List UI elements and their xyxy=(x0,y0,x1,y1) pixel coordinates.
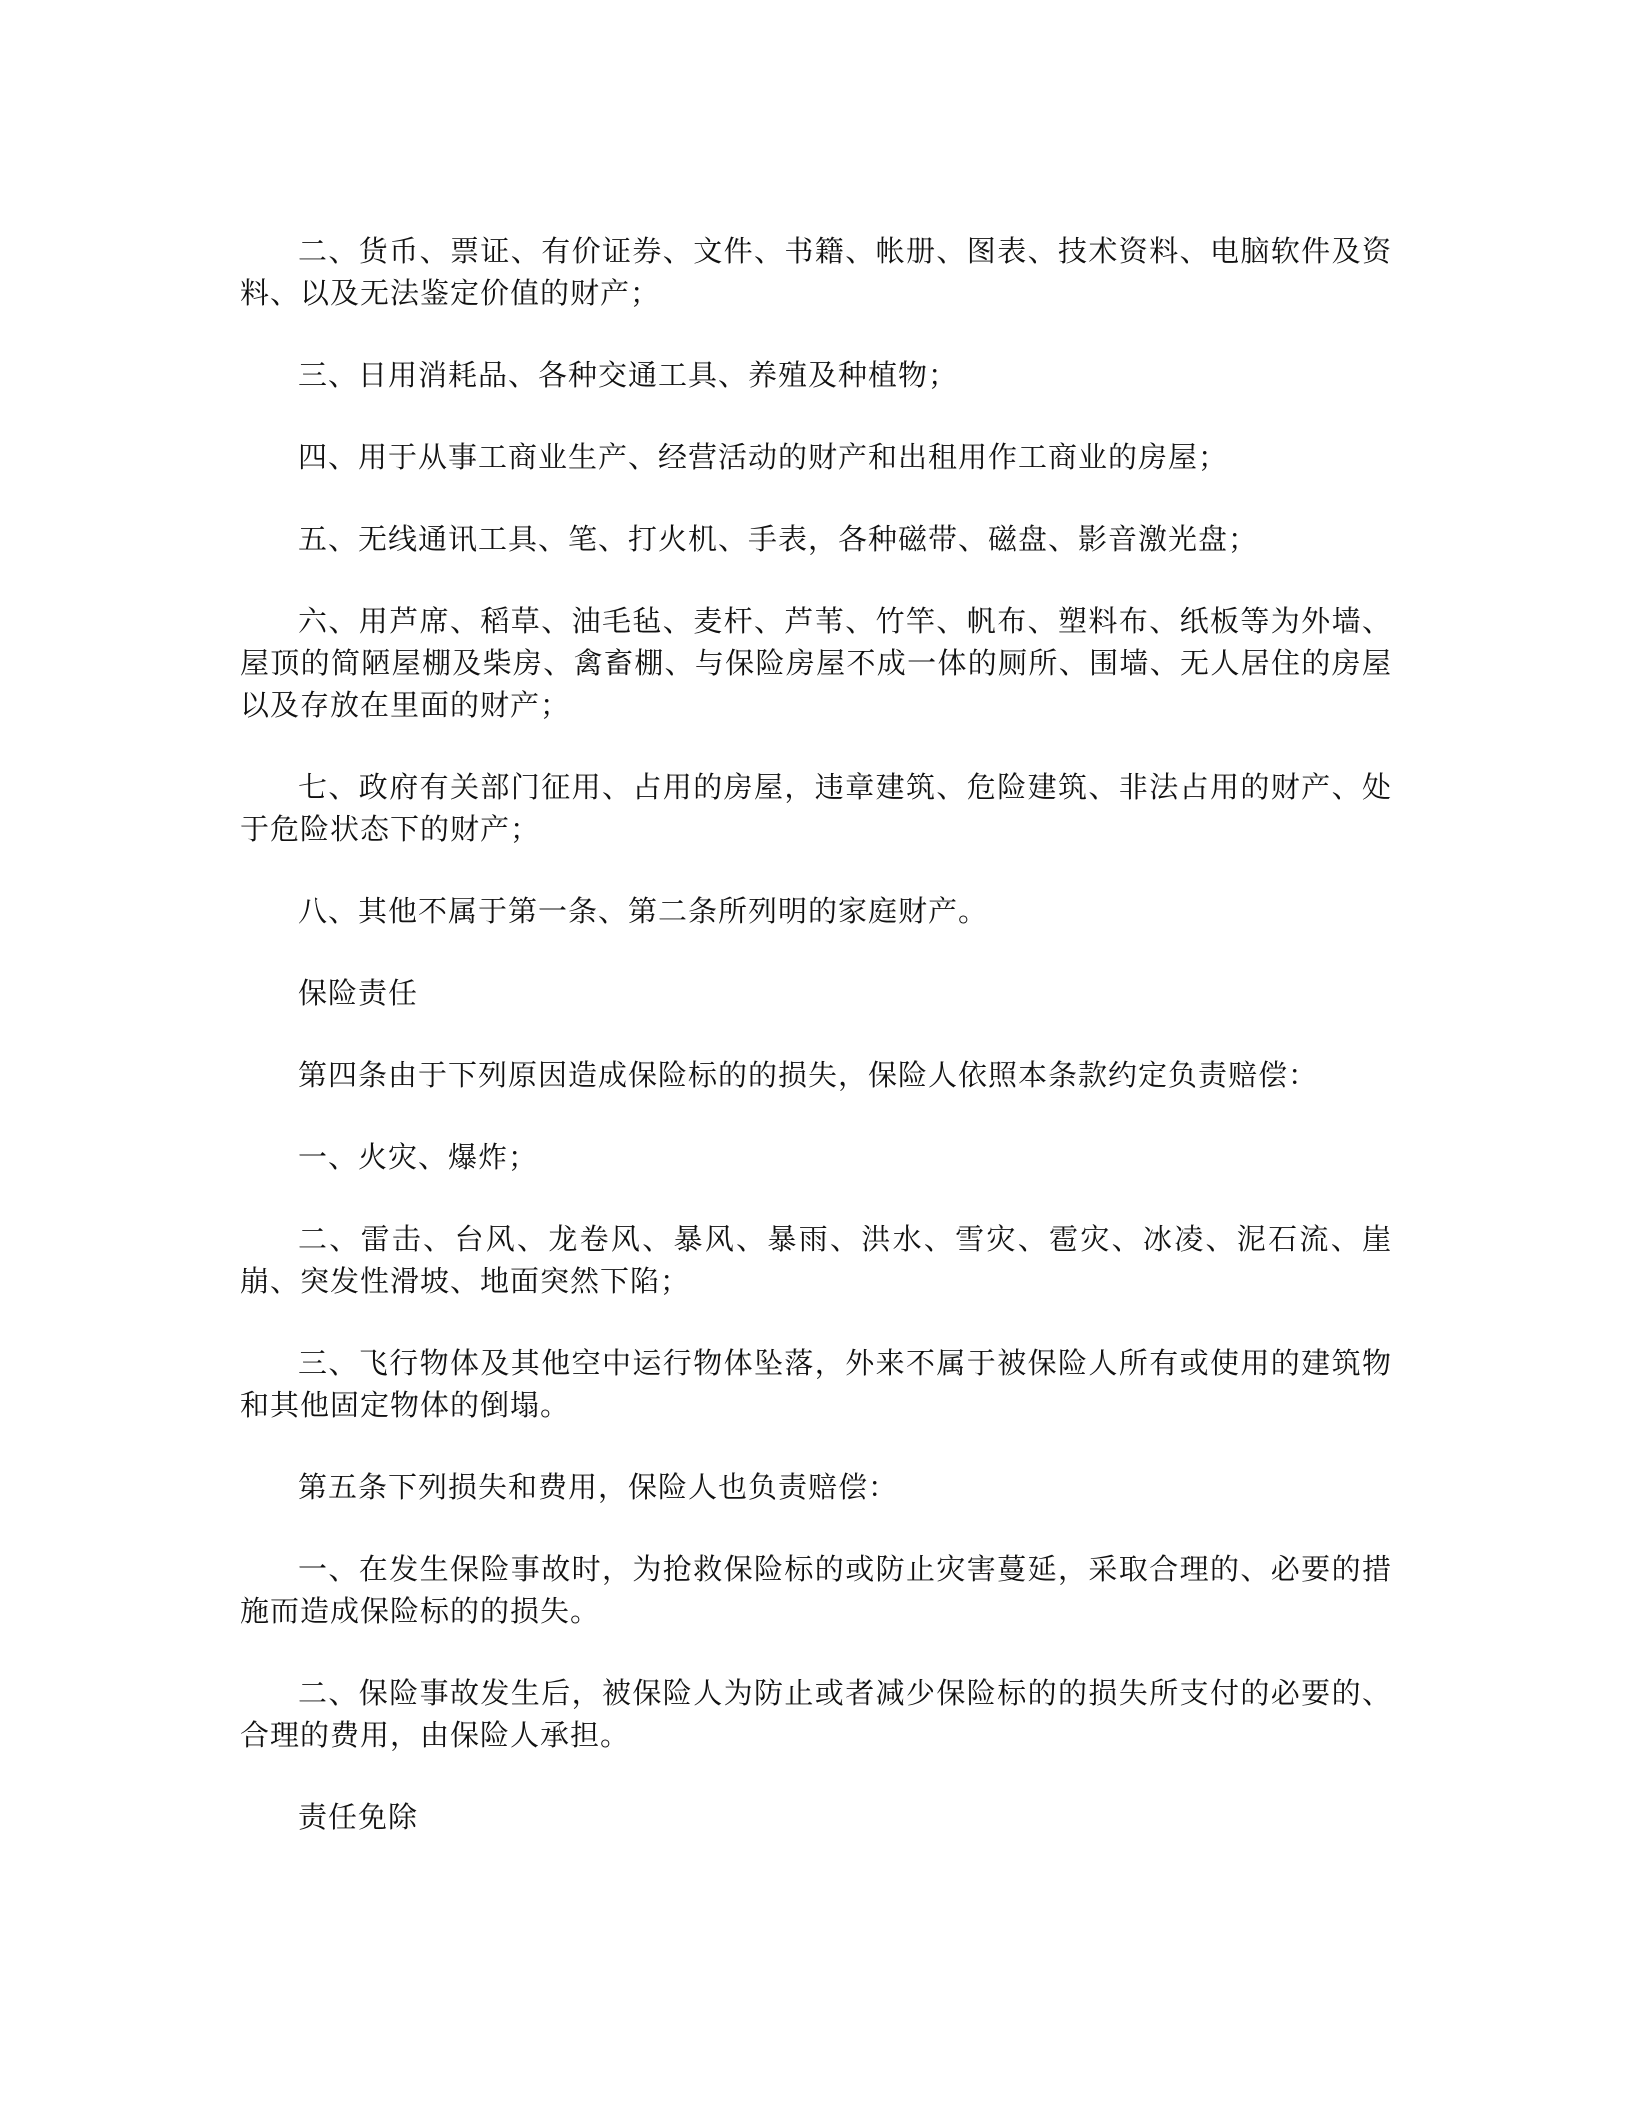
article-5-item-1: 一、在发生保险事故时，为抢救保险标的或防止灾害蔓延，采取合理的、必要的措施而造成保险标的的损失。 xyxy=(240,1552,1392,1628)
paragraph-item-2: 二、货币、票证、有价证券、文件、书籍、帐册、图表、技术资料、电脑软件及资料、以及无法鉴定价值的财产； xyxy=(240,234,1392,310)
paragraph-item-7: 七、政府有关部门征用、占用的房屋，违章建筑、危险建筑、非法占用的财产、处于危险状态下的财产； xyxy=(240,770,1392,846)
document-body xyxy=(240,230,1392,1878)
article-4-intro: 第四条由于下列原因造成保险标的的损失，保险人依照本条款约定负责赔偿： xyxy=(298,1058,1319,1092)
section-heading-insurance-liability: 保险责任 xyxy=(298,976,419,1010)
paragraph-item-8: 八、其他不属于第一条、第二条所列明的家庭财产。 xyxy=(298,894,989,928)
article-4-item-2: 二、雷击、台风、龙卷风、暴风、暴雨、洪水、雪灾、雹灾、冰凌、泥石流、崖崩、突发性滑坡、地面突然下陷； xyxy=(240,1222,1392,1298)
paragraph-item-6: 六、用芦席、稻草、油毛毡、麦杆、芦苇、竹竿、帆布、塑料布、纸板等为外墙、屋顶的简陋屋棚及柴房、禽畜棚、与保险房屋不成一体的厕所、围墙、无人居住的房屋以及存放在里面的财产； xyxy=(240,604,1392,722)
paragraph-item-3: 三、日用消耗品、各种交通工具、养殖及种植物； xyxy=(298,358,959,392)
paragraph-item-5: 五、无线通讯工具、笔、打火机、手表，各种磁带、磁盘、影音激光盘； xyxy=(298,522,1259,556)
article-5-intro: 第五条下列损失和费用，保险人也负责赔偿： xyxy=(298,1470,899,1504)
article-4-item-3: 三、飞行物体及其他空中运行物体坠落，外来不属于被保险人所有或使用的建筑物和其他固定物体的倒塌。 xyxy=(240,1346,1392,1422)
section-heading-exclusions: 责任免除 xyxy=(298,1800,419,1834)
article-4-item-1: 一、火灾、爆炸； xyxy=(298,1140,539,1174)
paragraph-item-4: 四、用于从事工商业生产、经营活动的财产和出租用作工商业的房屋； xyxy=(298,440,1229,474)
article-5-item-2: 二、保险事故发生后，被保险人为防止或者减少保险标的的损失所支付的必要的、合理的费用，由保险人承担。 xyxy=(240,1676,1392,1752)
